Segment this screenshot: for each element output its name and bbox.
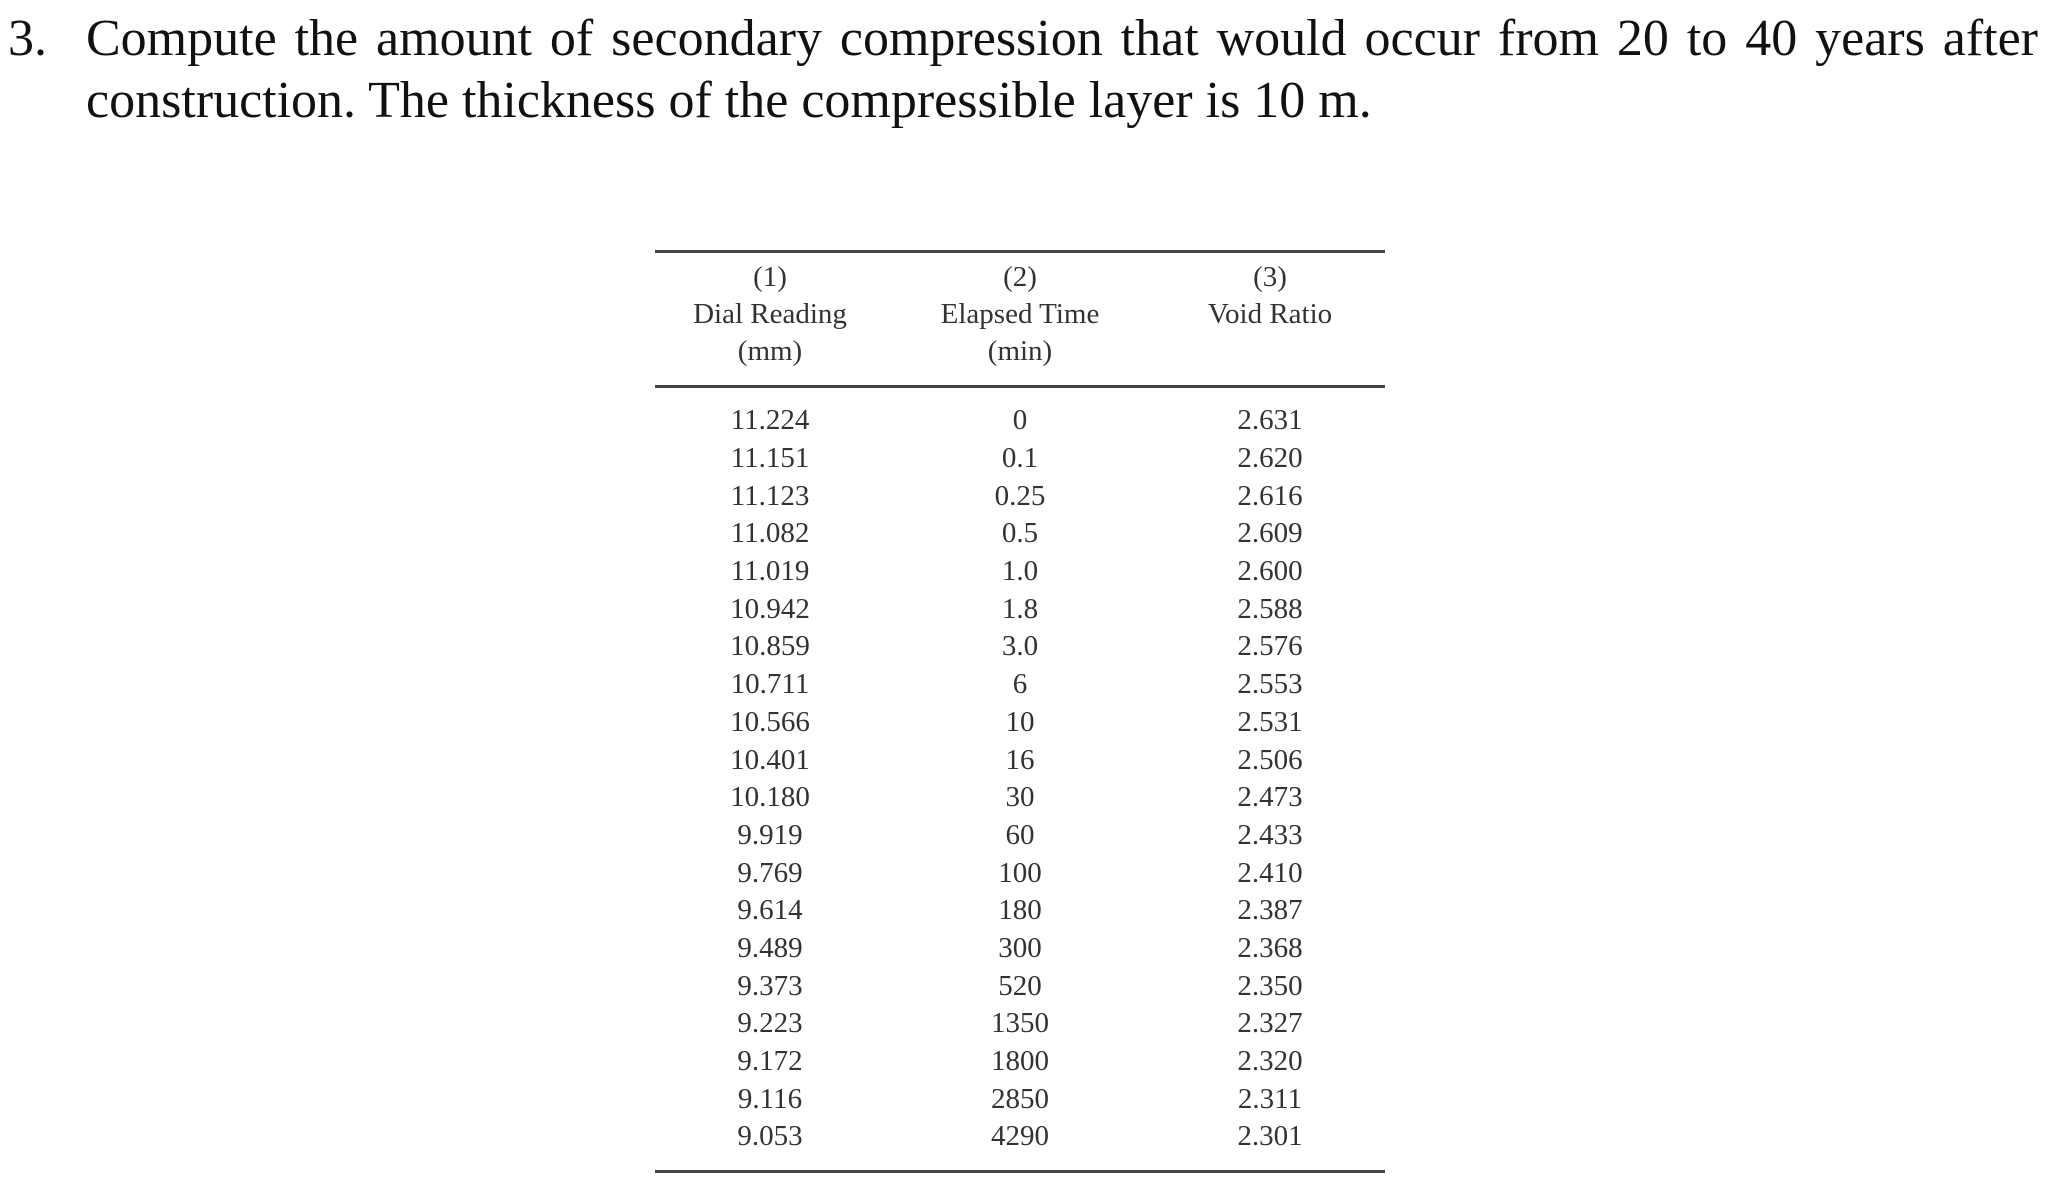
cell-elapsed-time: 520 bbox=[998, 969, 1042, 1002]
header-col-unit: (min) bbox=[987, 335, 1053, 367]
cell-void-ratio: 2.588 bbox=[1237, 592, 1303, 625]
cell-dial-reading: 9.373 bbox=[737, 969, 803, 1002]
cell-elapsed-time: 30 bbox=[1005, 781, 1035, 814]
table-row bbox=[655, 854, 1385, 892]
cell-dial-reading: 10.942 bbox=[730, 592, 810, 625]
cell-void-ratio: 2.506 bbox=[1237, 743, 1303, 776]
cell-void-ratio: 2.301 bbox=[1237, 1120, 1303, 1153]
cell-elapsed-time: 4290 bbox=[991, 1120, 1049, 1153]
cell-dial-reading: 11.224 bbox=[730, 404, 810, 437]
header-void-ratio bbox=[1155, 259, 1385, 333]
cell-dial-reading: 9.116 bbox=[737, 1082, 803, 1115]
header-col-number: (2) bbox=[1003, 261, 1037, 293]
table-bottom-rule bbox=[655, 1170, 1385, 1173]
table-row bbox=[655, 892, 1385, 930]
cell-elapsed-time: 1800 bbox=[991, 1045, 1049, 1078]
cell-void-ratio: 2.311 bbox=[1237, 1082, 1303, 1115]
table-body bbox=[655, 388, 1385, 1170]
cell-void-ratio: 2.600 bbox=[1237, 555, 1303, 588]
table-row bbox=[655, 1043, 1385, 1081]
table-row bbox=[655, 741, 1385, 779]
problem-number: 3. bbox=[8, 10, 47, 67]
cell-dial-reading: 9.223 bbox=[737, 1007, 803, 1040]
problem-text-line-1: Compute the amount of secondary compression that would occur from 20 to 40 years after bbox=[86, 10, 2038, 67]
table-row bbox=[655, 967, 1385, 1005]
table-row bbox=[655, 553, 1385, 591]
cell-dial-reading: 10.566 bbox=[730, 705, 810, 738]
cell-void-ratio: 2.609 bbox=[1237, 517, 1303, 550]
cell-void-ratio: 2.576 bbox=[1237, 630, 1303, 663]
table-row bbox=[655, 477, 1385, 515]
table-row bbox=[655, 930, 1385, 968]
cell-elapsed-time: 1.0 bbox=[1001, 555, 1039, 588]
table-row bbox=[655, 440, 1385, 478]
cell-elapsed-time: 300 bbox=[998, 931, 1042, 964]
cell-dial-reading: 10.859 bbox=[730, 630, 810, 663]
cell-void-ratio: 2.553 bbox=[1237, 668, 1303, 701]
cell-void-ratio: 2.368 bbox=[1237, 931, 1303, 964]
cell-elapsed-time: 3.0 bbox=[1001, 630, 1039, 663]
table-row bbox=[655, 779, 1385, 817]
header-dial-reading bbox=[655, 259, 885, 370]
cell-dial-reading: 11.082 bbox=[730, 517, 810, 550]
table-row bbox=[655, 817, 1385, 855]
cell-dial-reading: 10.180 bbox=[730, 781, 810, 814]
cell-dial-reading: 9.489 bbox=[737, 931, 803, 964]
header-col-label: Void Ratio bbox=[1207, 298, 1333, 330]
cell-void-ratio: 2.631 bbox=[1237, 404, 1303, 437]
cell-dial-reading: 9.172 bbox=[737, 1045, 803, 1078]
header-col-label: Elapsed Time bbox=[940, 298, 1100, 330]
cell-dial-reading: 9.053 bbox=[737, 1120, 803, 1153]
cell-elapsed-time: 0 bbox=[1012, 404, 1028, 437]
cell-elapsed-time: 1.8 bbox=[1001, 592, 1039, 625]
cell-elapsed-time: 0.5 bbox=[1001, 517, 1039, 550]
table-row bbox=[655, 515, 1385, 553]
cell-dial-reading: 9.919 bbox=[737, 818, 803, 851]
cell-void-ratio: 2.531 bbox=[1237, 705, 1303, 738]
table-row bbox=[655, 1118, 1385, 1156]
cell-void-ratio: 2.616 bbox=[1237, 479, 1303, 512]
cell-void-ratio: 2.620 bbox=[1237, 442, 1303, 475]
table-row bbox=[655, 590, 1385, 628]
header-col-label: Dial Reading bbox=[693, 298, 847, 330]
cell-elapsed-time: 60 bbox=[1005, 818, 1035, 851]
cell-elapsed-time: 2850 bbox=[991, 1082, 1049, 1115]
cell-elapsed-time: 100 bbox=[998, 856, 1042, 889]
cell-elapsed-time: 16 bbox=[1005, 743, 1035, 776]
cell-elapsed-time: 10 bbox=[1005, 705, 1035, 738]
table-row bbox=[655, 1080, 1385, 1118]
header-elapsed-time bbox=[885, 259, 1155, 370]
consolidation-data-table bbox=[655, 250, 1385, 1173]
cell-elapsed-time: 6 bbox=[1012, 668, 1028, 701]
cell-dial-reading: 11.123 bbox=[730, 479, 810, 512]
cell-void-ratio: 2.327 bbox=[1237, 1007, 1303, 1040]
header-col-unit: (mm) bbox=[737, 335, 803, 367]
cell-dial-reading: 9.614 bbox=[737, 894, 803, 927]
cell-dial-reading: 10.401 bbox=[730, 743, 810, 776]
cell-dial-reading: 11.151 bbox=[730, 442, 810, 475]
cell-elapsed-time: 0.25 bbox=[994, 479, 1046, 512]
table-header bbox=[655, 253, 1385, 385]
header-col-number: (3) bbox=[1253, 261, 1287, 293]
table-row bbox=[655, 402, 1385, 440]
cell-void-ratio: 2.433 bbox=[1237, 818, 1303, 851]
problem-text-line-2: construction. The thickness of the compressible layer is 10 m. bbox=[86, 72, 1372, 129]
cell-void-ratio: 2.320 bbox=[1237, 1045, 1303, 1078]
cell-elapsed-time: 0.1 bbox=[1001, 442, 1039, 475]
cell-dial-reading: 10.711 bbox=[730, 668, 810, 701]
cell-void-ratio: 2.473 bbox=[1237, 781, 1303, 814]
header-col-number: (1) bbox=[753, 261, 787, 293]
cell-dial-reading: 9.769 bbox=[737, 856, 803, 889]
table-row bbox=[655, 704, 1385, 742]
cell-elapsed-time: 1350 bbox=[991, 1007, 1049, 1040]
table-row bbox=[655, 666, 1385, 704]
table-row bbox=[655, 628, 1385, 666]
cell-void-ratio: 2.387 bbox=[1237, 894, 1303, 927]
cell-void-ratio: 2.350 bbox=[1237, 969, 1303, 1002]
table-row bbox=[655, 1005, 1385, 1043]
cell-dial-reading: 11.019 bbox=[730, 555, 810, 588]
cell-void-ratio: 2.410 bbox=[1237, 856, 1303, 889]
cell-elapsed-time: 180 bbox=[998, 894, 1042, 927]
